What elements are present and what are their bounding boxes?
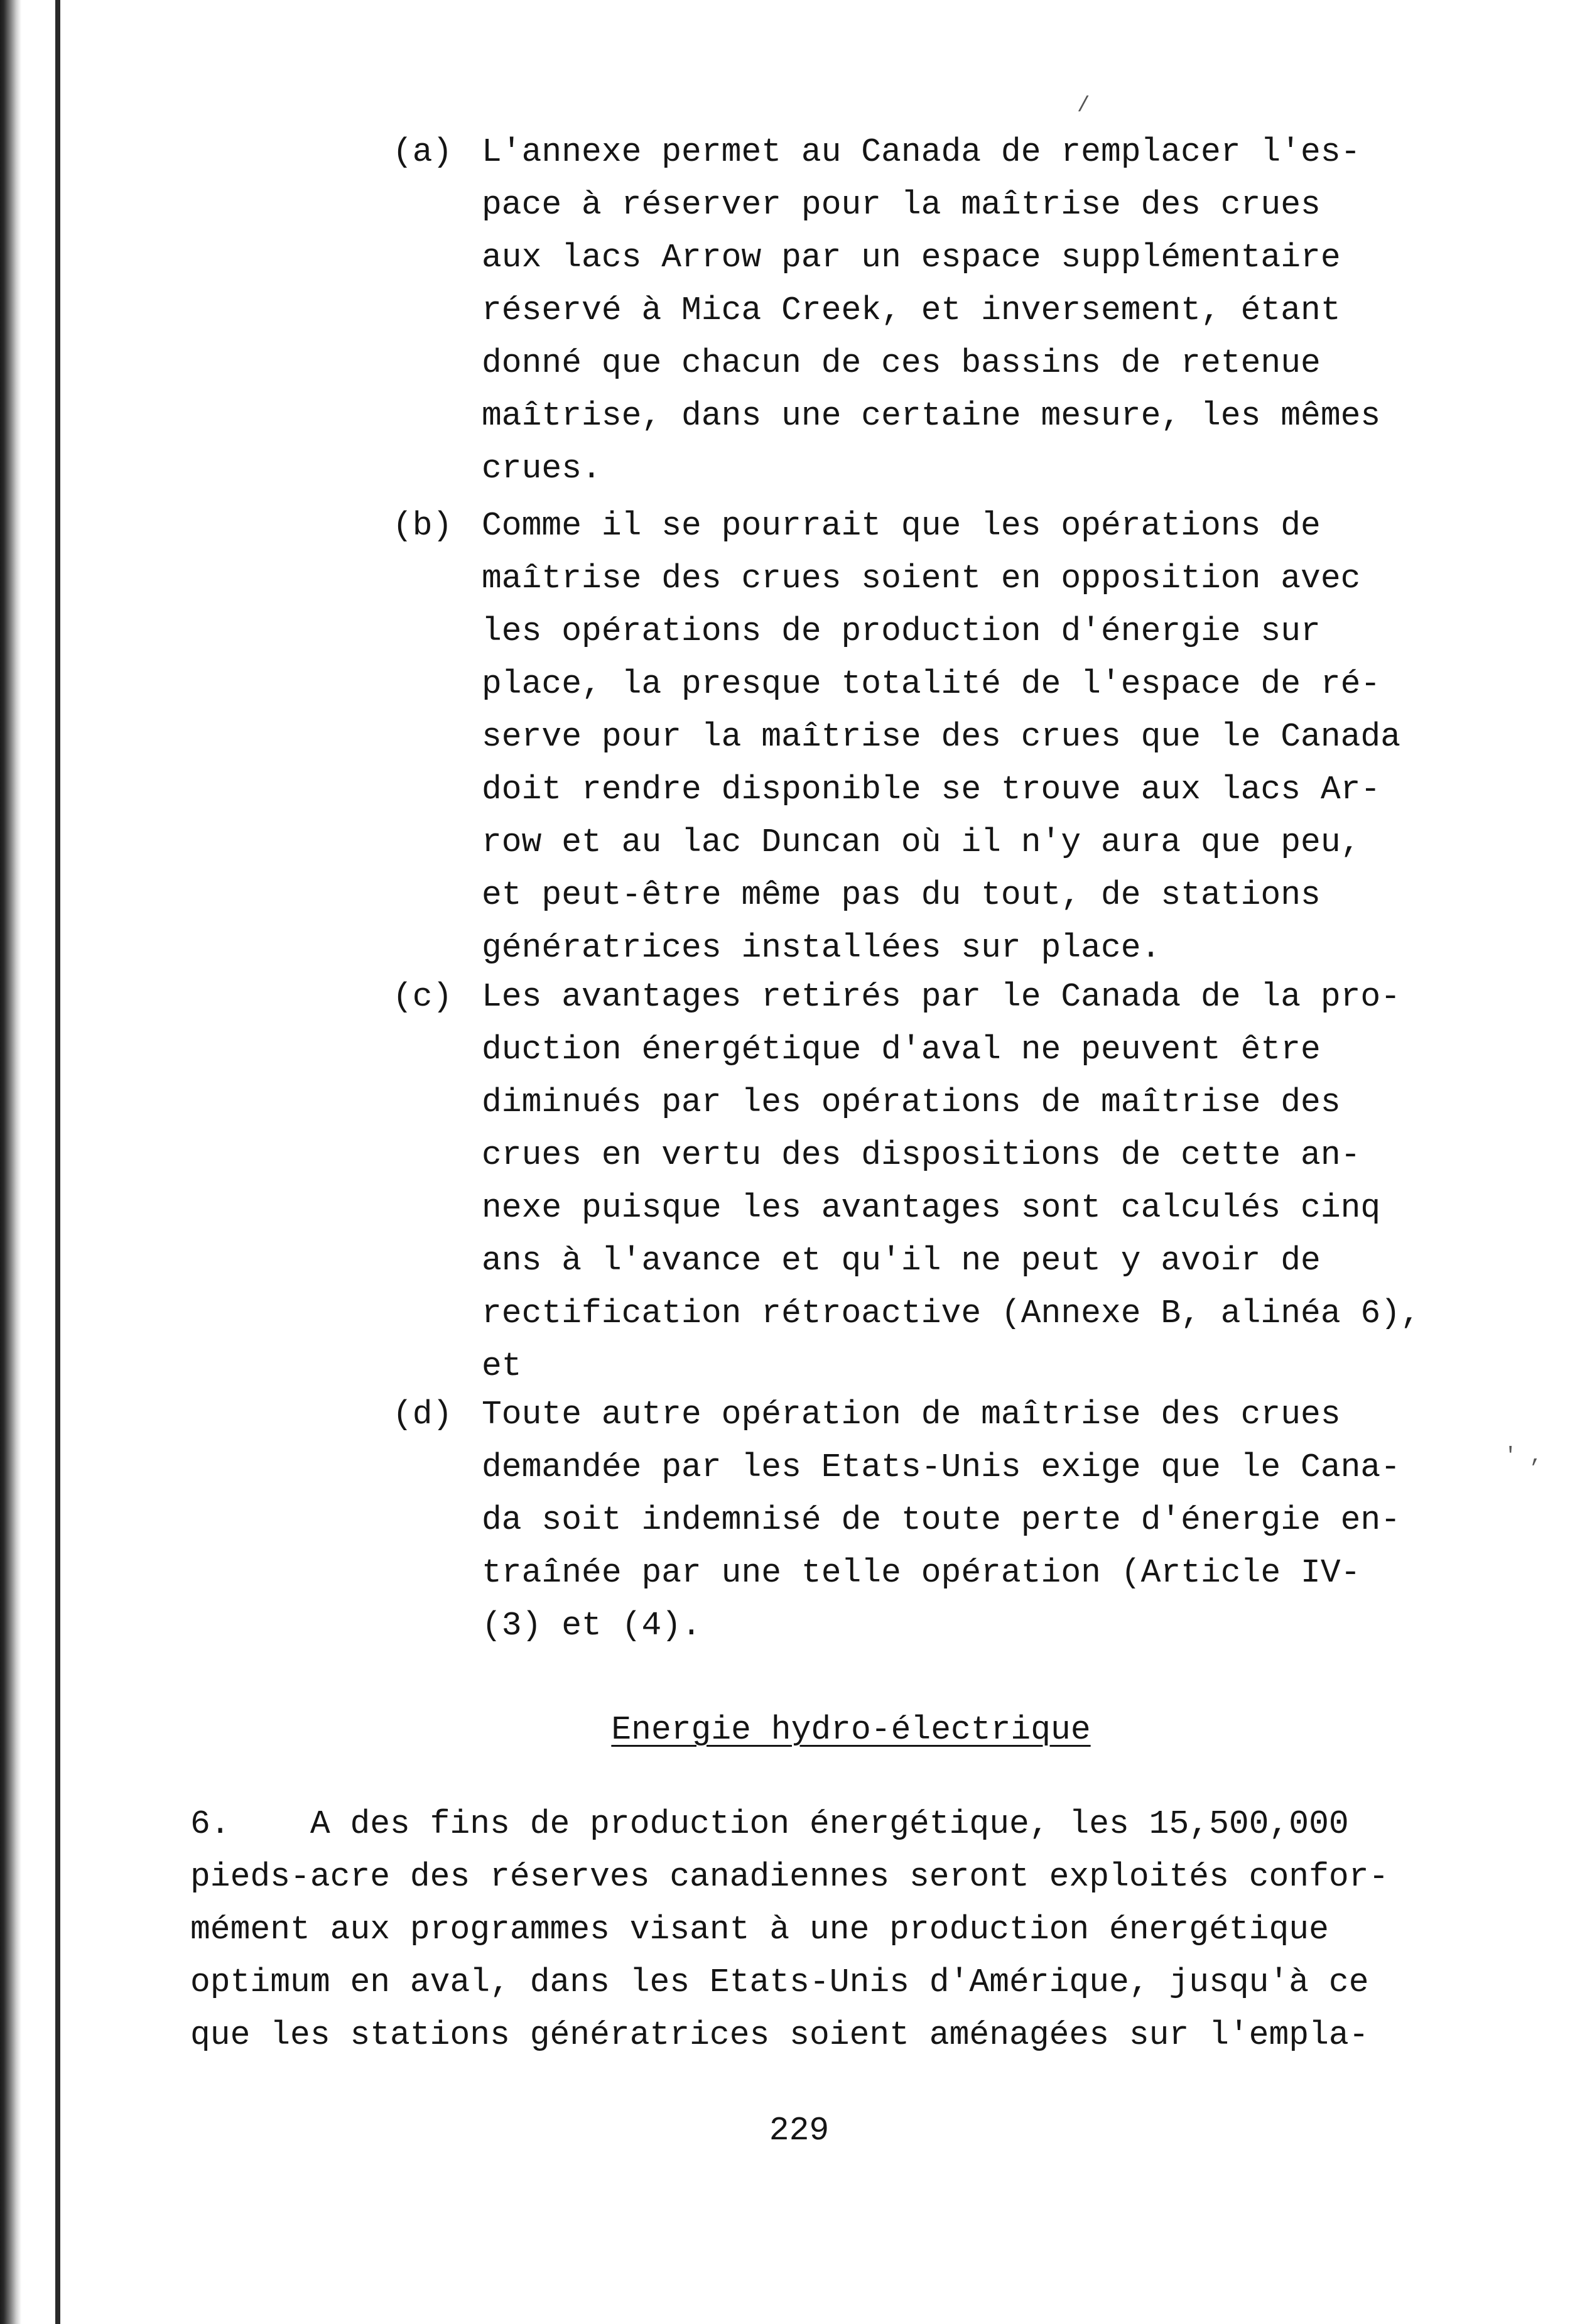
list-marker: (a)	[393, 133, 453, 171]
list-marker: (b)	[393, 507, 453, 545]
text-line: ans à l'avance et qu'il ne peut y avoir de	[482, 1242, 1321, 1279]
text-line: Les avantages retirés par le Canada de la pro-	[482, 978, 1401, 1016]
page-binding-edge	[0, 0, 21, 2324]
stray-mark: ' ,	[1504, 1445, 1543, 1469]
section-heading-text: Energie hydro-électrique	[611, 1711, 1091, 1749]
list-marker: (c)	[393, 978, 453, 1016]
text-line: crues.	[482, 450, 602, 487]
text-line: Toute autre opération de maîtrise des crues	[482, 1396, 1341, 1433]
text-line: nexe puisque les avantages sont calculés cinq	[482, 1189, 1381, 1227]
text-line: traînée par une telle opération (Article IV-	[482, 1554, 1361, 1592]
stray-mark: /	[1077, 94, 1090, 118]
page-binding-line	[55, 0, 60, 2324]
text-line: rectification rétroactive (Annexe B, alinéa 6),	[482, 1295, 1421, 1332]
text-line: (3) et (4).	[482, 1607, 701, 1644]
paragraph-line: 6. A des fins de production énergétique, les 15,500,000	[190, 1805, 1349, 1843]
text-line: place, la presque totalité de l'espace de ré-	[482, 665, 1381, 703]
paragraph-line: mément aux programmes visant à une production énergétique	[190, 1911, 1329, 1948]
text-line: et	[482, 1347, 522, 1385]
page-number-text: 229	[769, 2112, 830, 2149]
text-line: pace à réserver pour la maîtrise des crues	[482, 186, 1321, 224]
text-line: doit rendre disponible se trouve aux lacs Ar-	[482, 771, 1381, 808]
text-line: row et au lac Duncan où il n'y aura que peu,	[482, 823, 1361, 861]
paragraph-line: optimum en aval, dans les Etats-Unis d'Amérique, jusqu'à ce	[190, 1963, 1369, 2001]
text-line: duction énergétique d'aval ne peuvent être	[482, 1031, 1321, 1068]
text-line: L'annexe permet au Canada de remplacer l'es-	[482, 133, 1361, 171]
paragraph-line: pieds-acre des réserves canadiennes seront exploités confor-	[190, 1858, 1389, 1896]
text-line: maîtrise, dans une certaine mesure, les mêmes	[482, 397, 1381, 435]
text-line: serve pour la maîtrise des crues que le Canada	[482, 718, 1401, 756]
text-line: demandée par les Etats-Unis exige que le Cana-	[482, 1448, 1401, 1486]
section-heading	[0, 1703, 1592, 1756]
text-line: diminués par les opérations de maîtrise des	[482, 1083, 1341, 1121]
text-line: aux lacs Arrow par un espace supplémentaire	[482, 239, 1341, 276]
text-line: crues en vertu des dispositions de cette an-	[482, 1136, 1361, 1174]
text-line: réservé à Mica Creek, et inversement, étant	[482, 291, 1341, 329]
text-line: maîtrise des crues soient en opposition avec	[482, 560, 1361, 597]
list-marker: (d)	[393, 1396, 453, 1433]
text-line: donné que chacun de ces bassins de retenue	[482, 344, 1321, 382]
page-number	[0, 2104, 1592, 2157]
text-line: et peut-être même pas du tout, de stations	[482, 876, 1321, 914]
text-line: génératrices installées sur place.	[482, 929, 1161, 967]
text-line: Comme il se pourrait que les opérations de	[482, 507, 1321, 545]
text-line: da soit indemnisé de toute perte d'énergie en-	[482, 1501, 1401, 1539]
paragraph-line: que les stations génératrices soient aménagées sur l'empla-	[190, 2016, 1369, 2054]
text-line: les opérations de production d'énergie sur	[482, 612, 1321, 650]
